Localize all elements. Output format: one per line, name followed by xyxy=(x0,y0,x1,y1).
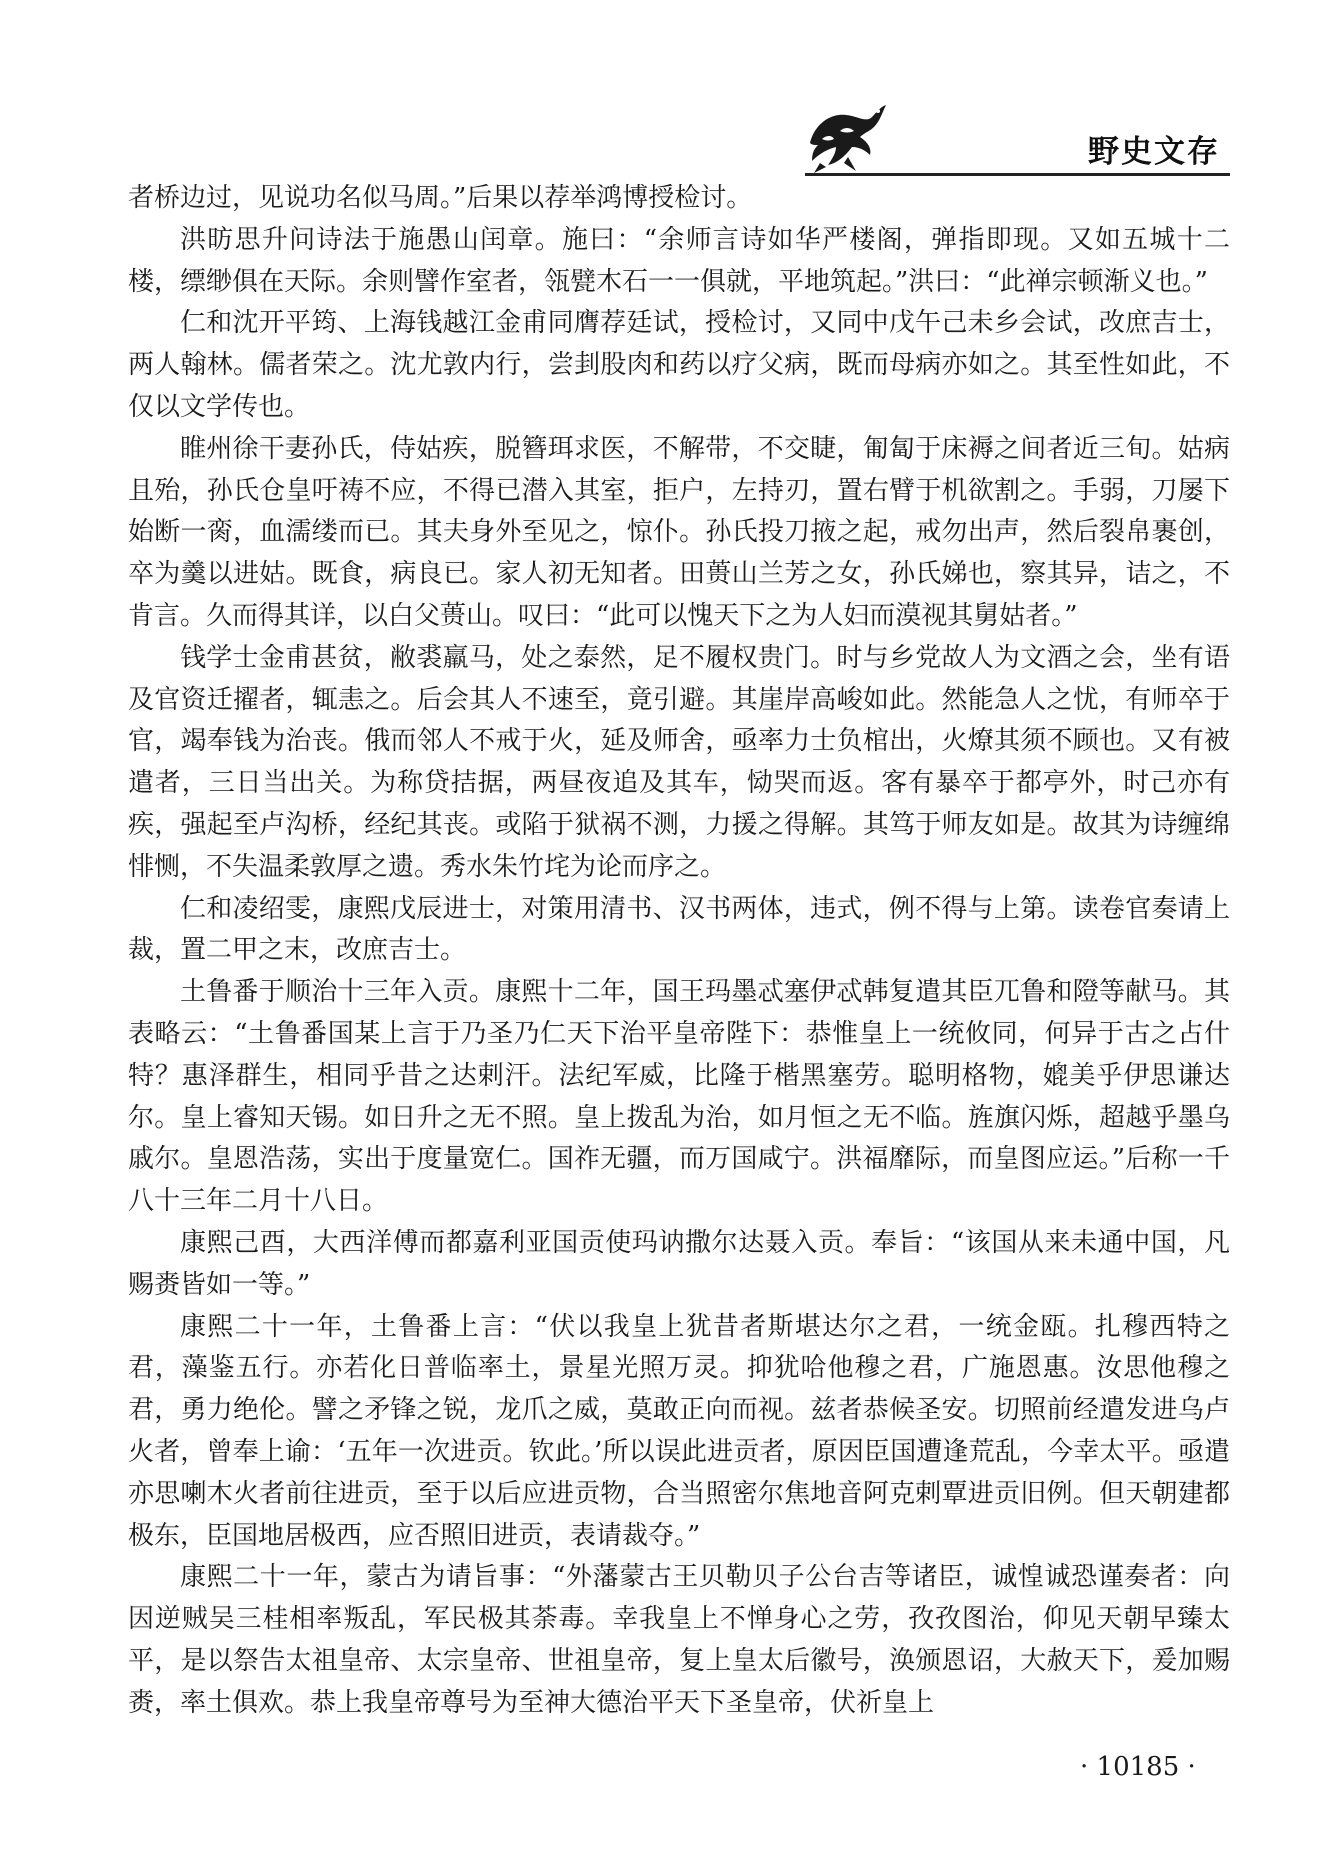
paragraph: 钱学士金甫甚贫，敝裘羸马，处之泰然，足不履权贵门。时与乡党故人为文酒之会，坐有语及官资迁擢者，辄恚之。后会其人不速至，竟引避。其崖岸高峻如此。然能急人之忧，有师卒于官，竭奉钱为治丧。俄而邻人不戒于火，延及师舍，亟率力士负棺出，火燎其须不顾也。又有被遣者，三日当出关。为称贷拮据，两昼夜追及其车，恸哭而返。客有暴卒于都亭外，时己亦有疾，强起至卢沟桥，经纪其丧。或陷于狱祸不测，力援之得解。其笃于师友如是。故其为诗缠绵悱恻，不失温柔敦厚之遗。秀水朱竹垞为论而序之。 xyxy=(128,642,1230,882)
paragraph: 睢州徐干妻孙氏，侍姑疾，脱簪珥求医，不解带，不交睫，匍匐于床褥之间者近三旬。姑病且殆，孙氏仓皇吁祷不应，不得已潜入其室，拒户，左持刃，置右臂于机欲割之。手弱，刀屡下始断一脔，血濡缕而已。其夫身外至见之，惊仆。孙氏投刀掖之起，戒勿出声，然后裂帛裹创，卒为羹以进姑。既食，病良已。家人初无知者。田蒉山兰芳之女，孙氏娣也，察其异，诘之，不肯言。久而得其详，以白父蒉山。叹曰：“此可以愧天下之为人妇而漠视其舅姑者。” xyxy=(128,433,1230,631)
header-rule xyxy=(805,173,1230,176)
dragon-icon xyxy=(800,95,890,175)
body-text xyxy=(128,178,1230,1724)
paragraph: 康熙二十一年，土鲁番上言：“伏以我皇上犹昔者斯堪达尔之君，一统金瓯。扎穆西特之君，藻鉴五行。亦若化日普临率土，景星光照万灵。抑犹哈他穆之君，广施恩惠。汝思他穆之君，勇力绝伦。譬之矛锋之锐，龙爪之威，莫敢正向而视。兹者恭候圣安。切照前经遣发进乌卢火者，曾奉上谕：‘五年一次进贡。钦此。’所以误此进贡者，原因臣国遭逢荒乱，今幸太平。亟遣亦思喇木火者前往进贡，至于以后应进贡物，合当照密尔焦地音阿克剌覃进贡旧例。但天朝建都极东，臣国地居极西，应否照旧进贡，表请裁夺。” xyxy=(128,1311,1230,1551)
page-number: · 10185 · xyxy=(1080,1752,1196,1782)
paragraph: 洪昉思升问诗法于施愚山闰章。施曰：“余师言诗如华严楼阁，弹指即现。又如五城十二楼，缥缈俱在天际。余则譬作室者，瓴甓木石一一俱就，平地筑起。”洪曰：“此禅宗顿渐义也。” xyxy=(128,224,1230,297)
paragraph: 仁和沈开平筠、上海钱越江金甫同膺荐廷试，授检讨，又同中戊午己未乡会试，改庶吉士，两人翰林。儒者荣之。沈尤敦内行，尝刲股肉和药以疗父病，既而母病亦如之。其至性如此，不仅以文学传也。 xyxy=(128,308,1230,422)
paragraph: 康熙己酉，大西洋傅而都嘉利亚国贡使玛讷撒尔达聂入贡。奉旨：“该国从来未通中国，凡赐赉皆如一等。” xyxy=(128,1227,1230,1300)
paragraph: 者桥边过，见说功名似马周。”后果以荐举鸿博授检讨。 xyxy=(128,183,753,213)
paragraph: 康熙二十一年，蒙古为请旨事：“外藩蒙古王贝勒贝子公台吉等诸臣，诚惶诚恐谨奏者：向因逆贼吴三桂相率叛乱，军民极其荼毒。幸我皇上不惮身心之劳，孜孜图治，仰见天朝早臻太平，是以祭告太祖皇帝、太宗皇帝、世祖皇帝，复上皇太后徽号，涣颁恩诏，大赦天下，爰加赐赉，率土俱欢。恭上我皇帝尊号为至神大德治平天下圣皇帝，伏祈皇上 xyxy=(128,1562,1230,1718)
paragraph: 土鲁番于顺治十三年入贡。康熙十二年，国王玛墨忒塞伊忒韩复遣其臣兀鲁和隥等献马。其表略云：“土鲁番国某上言于乃圣乃仁天下治平皇帝陛下：恭惟皇上一统攸同，何异于古之占什特？惠泽群生，相同乎昔之达剌汗。法纪军威，比隆于楷黑塞劳。聪明格物，媲美乎伊思谦达尔。皇上睿知天锡。如日升之无不照。皇上拨乱为治，如月恒之无不临。旌旗闪烁，超越乎墨乌戚尔。皇恩浩荡，实出于度量宽仁。国祚无疆，而万国咸宁。洪福靡际，而皇图应运。”后称一千八十三年二月十八日。 xyxy=(128,977,1230,1217)
page-header xyxy=(0,0,1322,175)
paragraph: 仁和凌绍雯，康熙戊辰进士，对策用清书、汉书两体，违式，例不得与上第。读卷官奏请上裁，置二甲之末，改庶吉士。 xyxy=(128,893,1230,966)
series-title: 野史文存 xyxy=(1088,134,1220,170)
